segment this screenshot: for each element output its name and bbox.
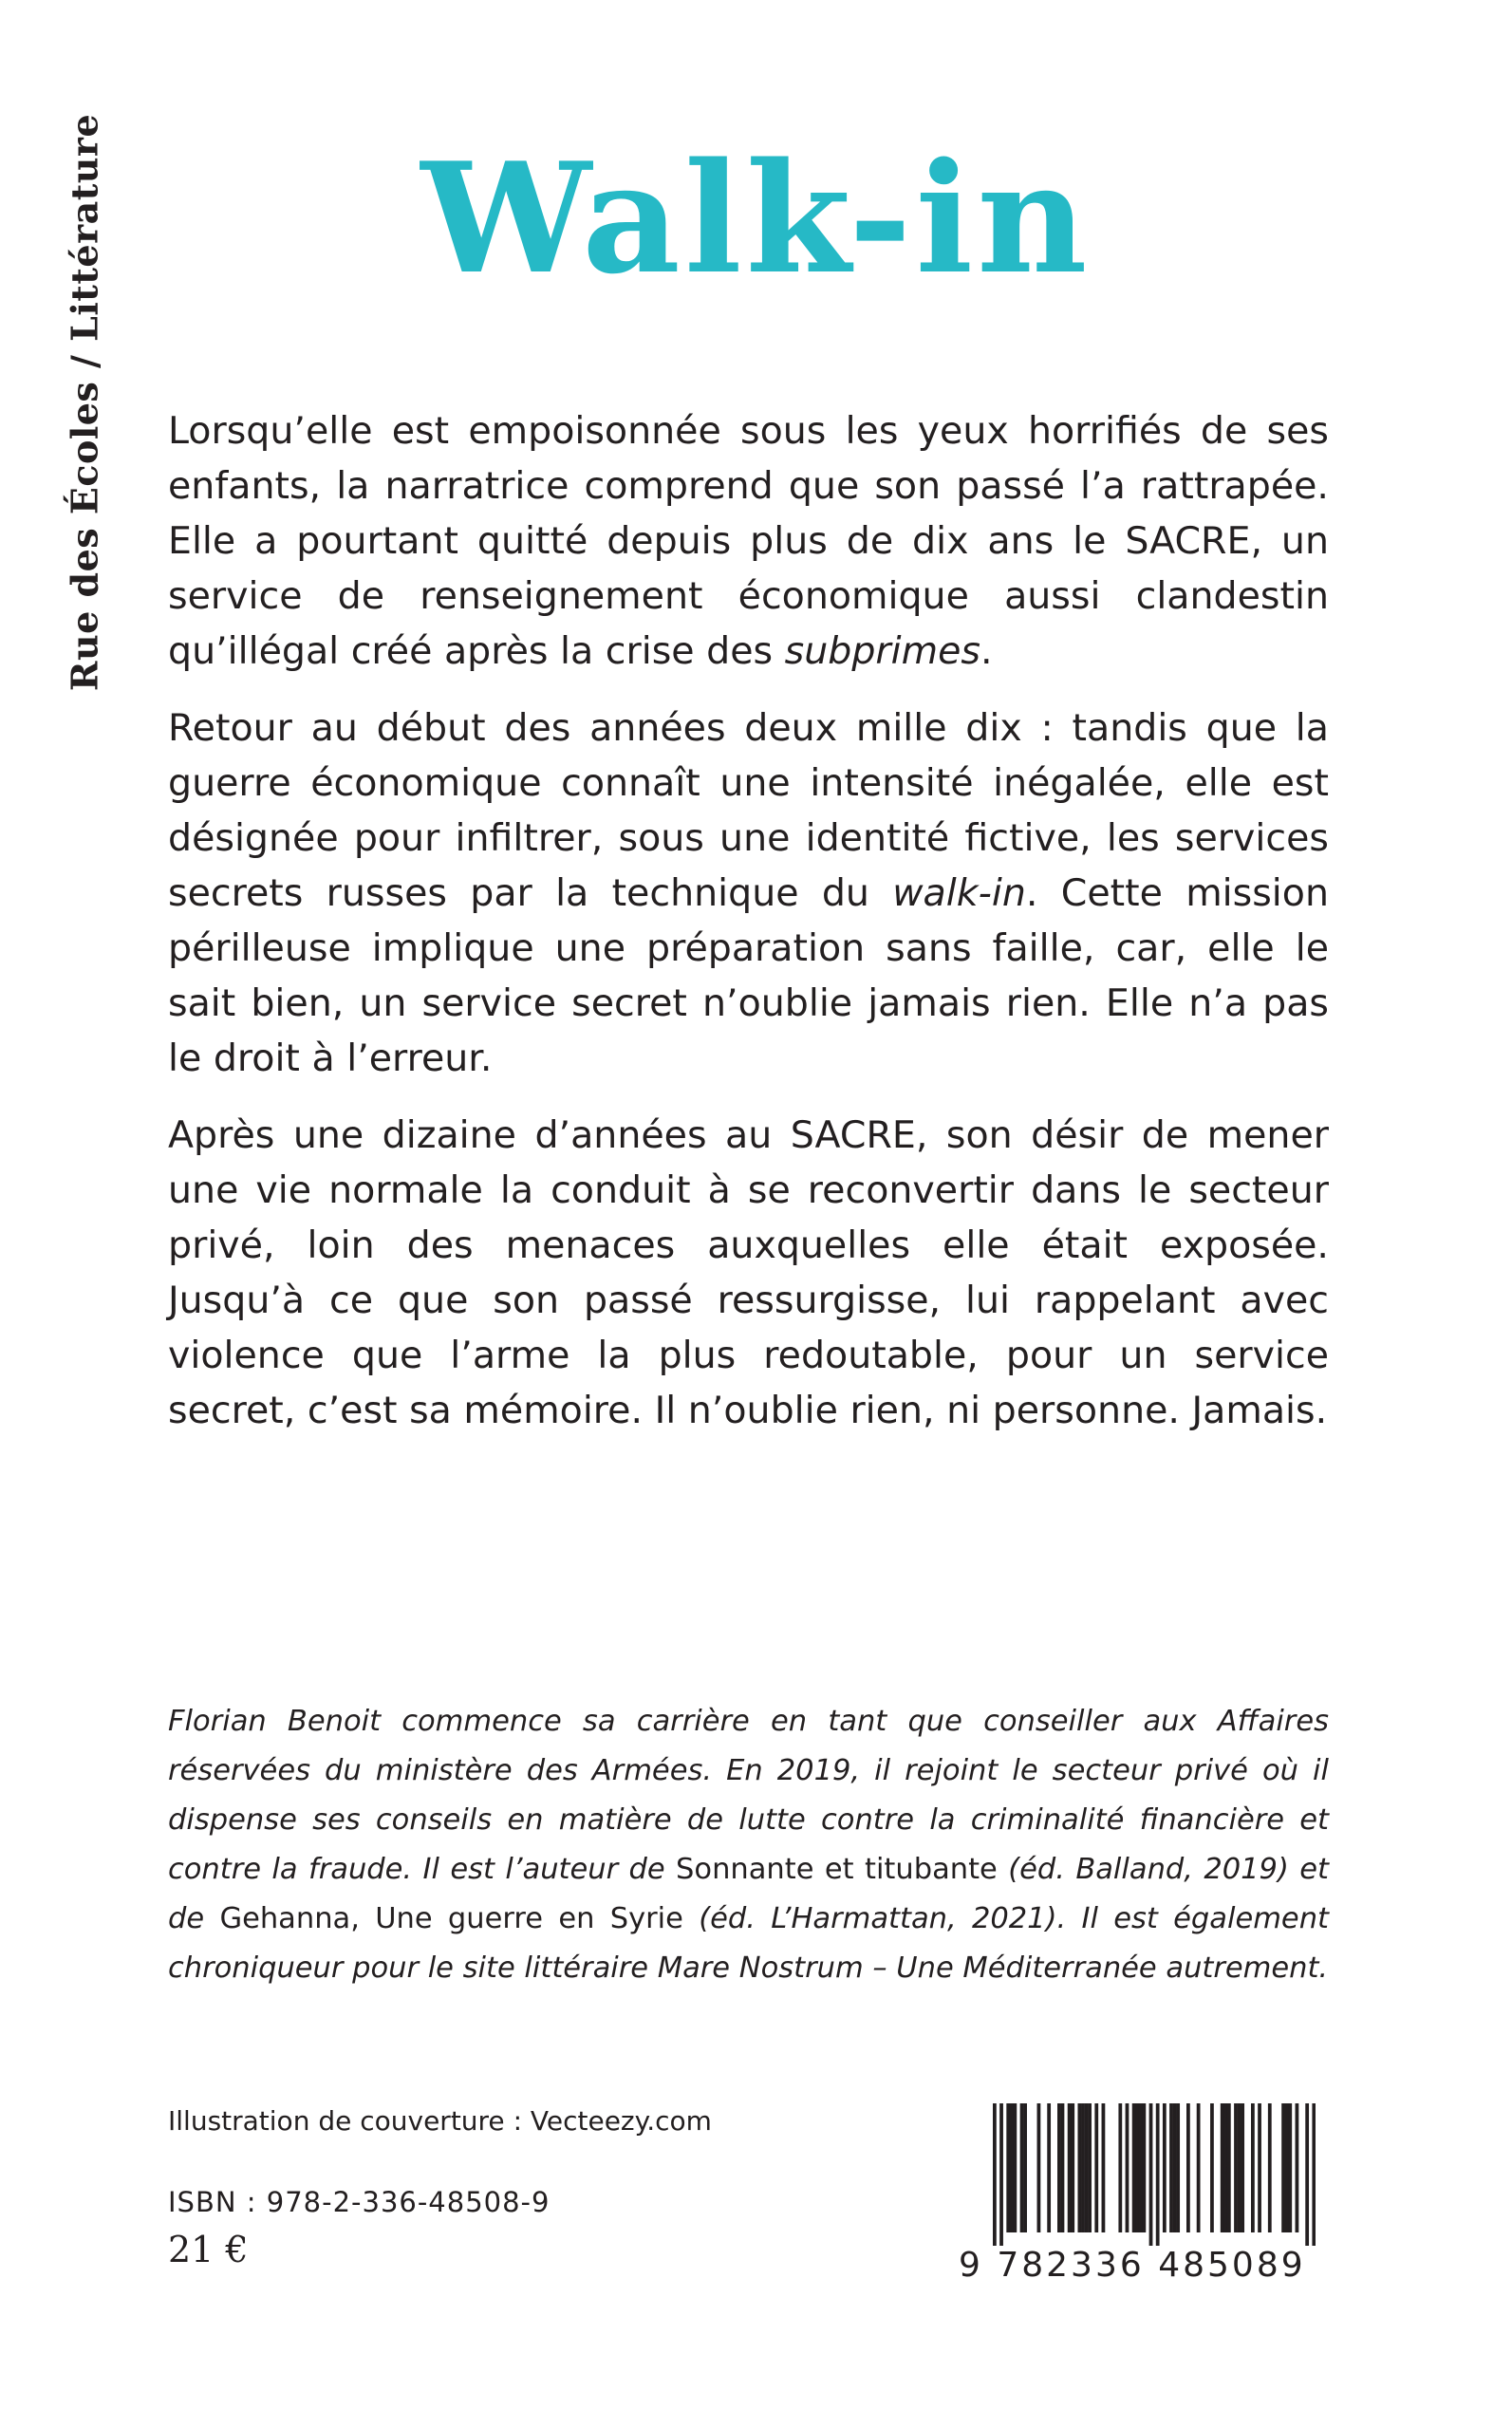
barcode-bar [1088, 2103, 1092, 2232]
barcode-bar [1238, 2103, 1241, 2232]
price: 21 € [168, 2229, 249, 2270]
barcode-bar [1006, 2103, 1010, 2232]
barcode-bar [1135, 2103, 1139, 2232]
barcode-digits: 9 782336 485089 [959, 2246, 1306, 2285]
barcode-bar [1156, 2103, 1160, 2246]
cover-credits: Illustration de couverture : Vecteezy.com [168, 2105, 712, 2137]
bio-book-1: Sonnante et titubante [676, 1853, 998, 1886]
barcode-bar [1037, 2103, 1041, 2232]
blurb-paragraph-2 [168, 700, 1329, 1086]
barcode-bar [1020, 2103, 1024, 2232]
barcode-bar [1221, 2103, 1224, 2232]
barcode-bar [1305, 2103, 1309, 2246]
barcode-bar [1268, 2103, 1272, 2232]
barcode-bar [1223, 2103, 1227, 2232]
barcode-bars-icon [993, 2103, 1316, 2246]
barcode-bar [1173, 2103, 1177, 2232]
barcode-bar [993, 2103, 997, 2246]
barcode-bar [1227, 2103, 1231, 2232]
barcode-bar [1197, 2103, 1201, 2232]
barcode-bar [1149, 2103, 1153, 2246]
barcode-bar [1085, 2103, 1089, 2232]
barcode-bar [1023, 2103, 1027, 2232]
barcode-bar [1013, 2103, 1017, 2232]
bio-part-2: (éd. Balland, 2019) et de [168, 1853, 1329, 1935]
barcode-bar [1061, 2103, 1065, 2232]
barcode-bar [1118, 2103, 1122, 2232]
barcode [959, 2103, 1324, 2284]
bio-book-2: Gehanna, Une guerre en Syrie [219, 1902, 683, 1935]
barcode-bar [1241, 2103, 1244, 2232]
blurb [168, 403, 1329, 1460]
barcode-bar [1094, 2103, 1098, 2232]
book-title: Walk-in [420, 129, 1092, 308]
barcode-bar [999, 2103, 1003, 2246]
barcode-bar [1251, 2103, 1255, 2232]
blurb-p2-end: . Cette mission périlleuse implique une préparation sans faille, car, elle le sait bien, un service secret n’oublie jamais rien. Elle n’a pas le droit à l’erreur. [168, 871, 1329, 1080]
barcode-bar [1258, 2103, 1261, 2232]
blurb-p1-end: . [980, 629, 993, 673]
barcode-bar [1288, 2103, 1292, 2232]
barcode-bar [1312, 2103, 1316, 2246]
collection-name: Rue des Écoles / Littérature [63, 113, 106, 692]
barcode-bar [1010, 2103, 1014, 2232]
barcode-bar [1169, 2103, 1173, 2232]
barcode-bar [1132, 2103, 1136, 2232]
barcode-bar [1068, 2103, 1072, 2232]
isbn: ISBN : 978-2-336-48508-9 [168, 2186, 551, 2218]
barcode-bar [1081, 2103, 1085, 2232]
barcode-bar [1077, 2103, 1081, 2232]
blurb-p2-text: Retour au début des années deux mille dix : tandis que la guerre économique connaît une intensité inégalée, elle est désignée pour infiltrer, sous une identité fictive, les services secrets russes par la technique du [168, 706, 1329, 915]
barcode-bar [1139, 2103, 1143, 2232]
barcode-bar [1186, 2103, 1190, 2232]
barcode-bar [1281, 2103, 1285, 2232]
barcode-bar [1102, 2103, 1106, 2232]
blurb-p1-text: Lorsqu’elle est empoisonnée sous les yeux horrifiés de ses enfants, la narratrice comprend que son passé l’a rattrapée. Elle a pourtant quitté depuis plus de dix ans le SACRE, un service de renseignement économique aussi clandestin qu’illégal créé après la crise des [168, 409, 1329, 673]
barcode-bar [1234, 2103, 1238, 2232]
barcode-bar [1126, 2103, 1129, 2232]
author-bio [168, 1697, 1329, 1993]
barcode-bar [1071, 2103, 1074, 2232]
barcode-bar [1210, 2103, 1214, 2232]
barcode-bar [1163, 2103, 1167, 2232]
blurb-p1-italic: subprimes [784, 629, 980, 673]
barcode-bar [1176, 2103, 1180, 2232]
barcode-bar [1142, 2103, 1146, 2232]
barcode-bar [1285, 2103, 1289, 2232]
bio-part-1: Florian Benoit commence sa carrière en tant que conseiller aux Affaires réservées du ministère des Armées. En 2019, il rejoint le secteur privé où il dispense ses conseils en matière de lutte contre la criminalité financière et contre la fraude. Il est l’auteur de [168, 1705, 1329, 1886]
barcode-bar [1296, 2103, 1299, 2232]
blurb-p2-italic: walk-in [892, 871, 1026, 915]
blurb-paragraph-3: Après une dizaine d’années au SACRE, son désir de mener une vie normale la conduit à se reconvertir dans le secteur privé, loin des menaces auxquelles elle était exposée. Jusqu’à ce que son passé ressurgisse, lui rappelant avec violence que l’arme la plus redoutable, pour un service secret, c’est sa mémoire. Il n’oublie rien, ni personne. Jamais. [168, 1113, 1329, 1432]
bio-part-3: (éd. L’Harmattan, 2021). Il est également chroniqueur pour le site littéraire Mare Nostrum – Une Méditerranée autrement. [168, 1902, 1329, 1985]
barcode-bar [1057, 2103, 1061, 2232]
barcode-bar [1047, 2103, 1051, 2232]
blurb-paragraph-1 [168, 403, 1329, 679]
